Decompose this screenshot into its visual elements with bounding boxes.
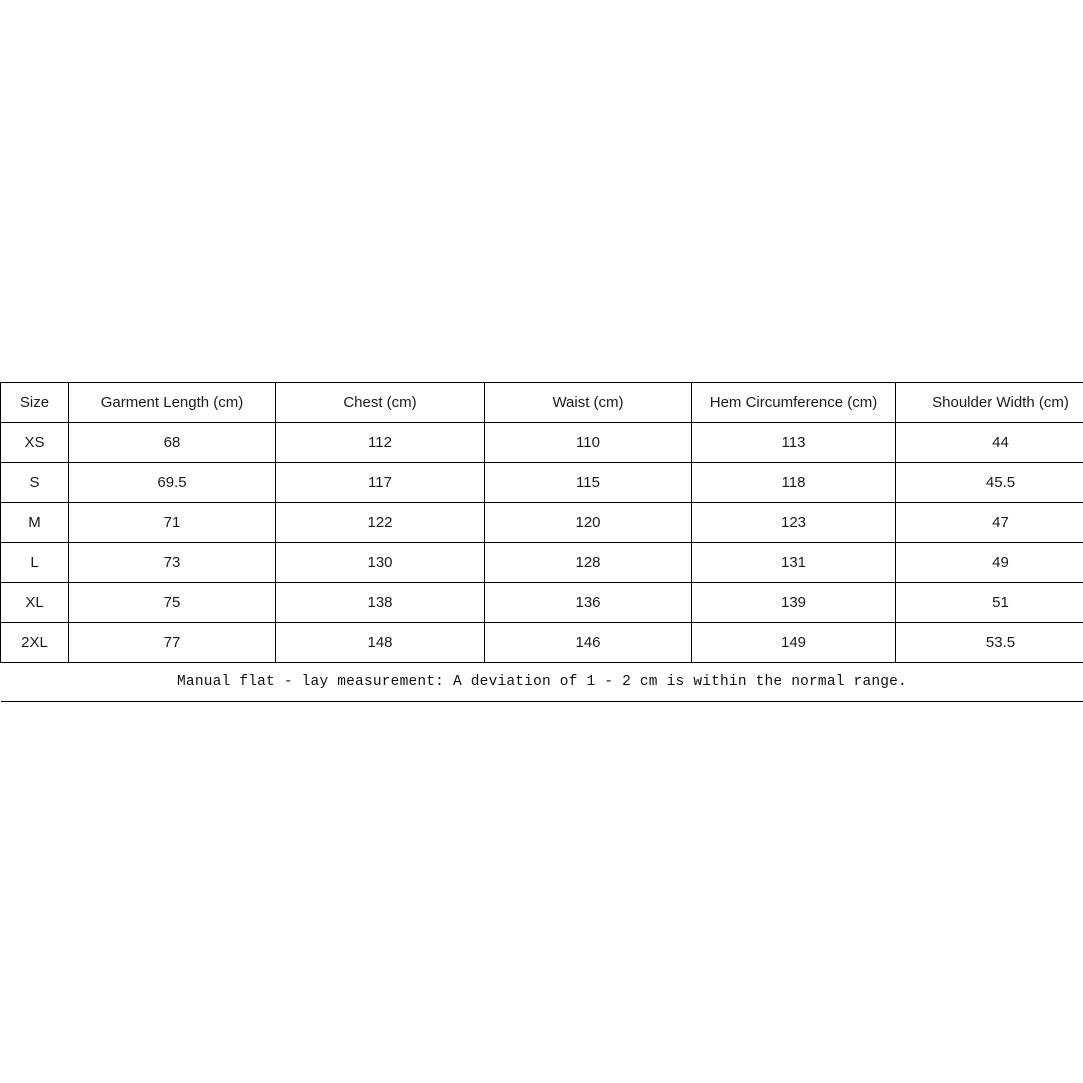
table-row-2xl [1,623,1083,663]
measurement-note: Manual flat - lay measurement: A deviation of 1 - 2 cm is within the normal range. [1,663,1083,702]
table-row-l [1,543,1083,583]
size-label: S [1,463,69,503]
table-cell: 113 [692,423,896,463]
table-cell: 138 [276,583,485,623]
table-cell: 68 [69,423,276,463]
size-label: XL [1,583,69,623]
table-cell: 120 [485,503,692,543]
size-chart-table [0,382,1083,702]
note-row [1,663,1083,702]
table-cell: 131 [692,543,896,583]
size-label: L [1,543,69,583]
size-label: XS [1,423,69,463]
table-cell: 128 [485,543,692,583]
table-cell: 122 [276,503,485,543]
header-cell-size: Size [1,383,69,423]
table-cell: 73 [69,543,276,583]
table-cell: 44 [896,423,1083,463]
table-row-xl [1,583,1083,623]
table-cell: 149 [692,623,896,663]
header-cell-shoulder-width: Shoulder Width (cm) [896,383,1083,423]
table-cell: 75 [69,583,276,623]
table-cell: 45.5 [896,463,1083,503]
table-row-s [1,463,1083,503]
table-cell: 53.5 [896,623,1083,663]
table-cell: 117 [276,463,485,503]
table-cell: 115 [485,463,692,503]
header-cell-waist: Waist (cm) [485,383,692,423]
table-row-m [1,503,1083,543]
table-cell: 47 [896,503,1083,543]
size-label: M [1,503,69,543]
table-cell: 51 [896,583,1083,623]
header-row [1,383,1083,423]
table-cell: 77 [69,623,276,663]
table-cell: 110 [485,423,692,463]
table-cell: 130 [276,543,485,583]
table-cell: 112 [276,423,485,463]
table-cell: 139 [692,583,896,623]
table-cell: 146 [485,623,692,663]
table-cell: 71 [69,503,276,543]
table-row-xs [1,423,1083,463]
table-cell: 118 [692,463,896,503]
header-cell-chest: Chest (cm) [276,383,485,423]
header-cell-hem: Hem Circumference (cm) [692,383,896,423]
table-cell: 136 [485,583,692,623]
table-cell: 49 [896,543,1083,583]
header-cell-garment-length: Garment Length (cm) [69,383,276,423]
table-cell: 148 [276,623,485,663]
table-cell: 69.5 [69,463,276,503]
table-cell: 123 [692,503,896,543]
size-label: 2XL [1,623,69,663]
